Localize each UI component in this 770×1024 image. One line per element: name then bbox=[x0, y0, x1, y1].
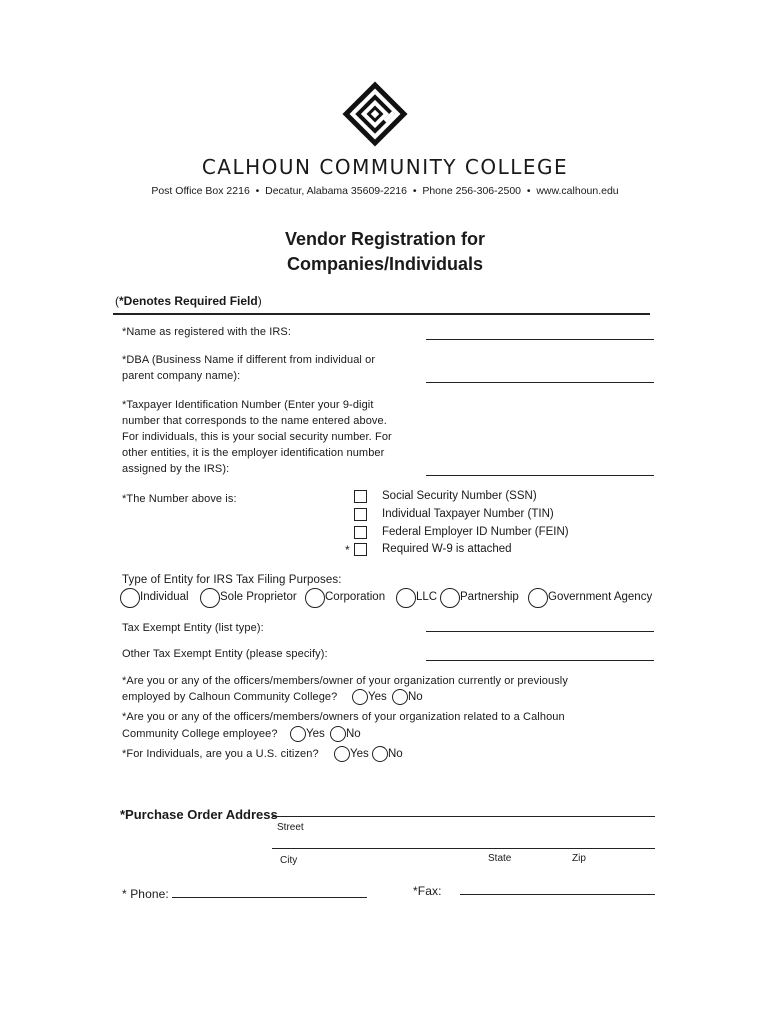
name-label: *Name as registered with the IRS: bbox=[122, 326, 291, 338]
college-logo bbox=[339, 78, 411, 150]
employment-yes-radio[interactable] bbox=[352, 689, 368, 705]
fein-checkbox[interactable] bbox=[354, 526, 367, 539]
individual-label: Individual bbox=[140, 591, 189, 603]
individual-radio[interactable] bbox=[120, 588, 140, 608]
citizen-no-label: No bbox=[388, 748, 403, 760]
other-tax-exempt-field[interactable] bbox=[426, 660, 654, 661]
city-label: City bbox=[280, 855, 298, 866]
sole-proprietor-radio[interactable] bbox=[200, 588, 220, 608]
tin-label-line4: other entities, it is the employer identification number bbox=[122, 447, 385, 459]
tin-label-line3: For individuals, this is your social security number. For bbox=[122, 431, 392, 443]
llc-radio[interactable] bbox=[396, 588, 416, 608]
section-divider bbox=[113, 313, 650, 315]
tin-label-line2: number that corresponds to the name entered above. bbox=[122, 415, 387, 427]
fax-label: *Fax: bbox=[413, 884, 442, 898]
tax-exempt-field[interactable] bbox=[426, 631, 654, 632]
citizen-question: *For Individuals, are you a U.S. citizen? bbox=[122, 748, 319, 760]
government-agency-label: Government Agency bbox=[548, 591, 653, 603]
partnership-radio[interactable] bbox=[440, 588, 460, 608]
sole-proprietor-label: Sole Proprietor bbox=[220, 591, 297, 603]
state-label: State bbox=[488, 853, 512, 864]
related-no-label: No bbox=[346, 728, 361, 740]
college-name: CALHOUN COMMUNITY COLLEGE bbox=[201, 155, 569, 179]
employment-yes-label: Yes bbox=[368, 691, 387, 703]
corporation-radio[interactable] bbox=[305, 588, 325, 608]
tax-exempt-label: Tax Exempt Entity (list type): bbox=[122, 622, 264, 634]
dba-label-line2: parent company name): bbox=[122, 370, 241, 382]
phone-field[interactable] bbox=[172, 897, 367, 898]
ssn-option-label: Social Security Number (SSN) bbox=[382, 490, 537, 502]
employment-no-label: No bbox=[408, 691, 423, 703]
dba-field[interactable] bbox=[426, 382, 654, 383]
partnership-label: Partnership bbox=[460, 591, 519, 603]
tin-label-line5: assigned by the IRS): bbox=[122, 463, 230, 475]
tin-option-label: Individual Taxpayer Number (TIN) bbox=[382, 508, 554, 520]
citizen-no-radio[interactable] bbox=[372, 746, 388, 762]
zip-label: Zip bbox=[572, 853, 586, 864]
fein-option-label: Federal Employer ID Number (FEIN) bbox=[382, 526, 569, 538]
related-question-line1: *Are you or any of the officers/members/owners of your organization related to a Calhoun bbox=[122, 711, 565, 723]
phone-label: * Phone: bbox=[122, 887, 169, 901]
related-yes-radio[interactable] bbox=[290, 726, 306, 742]
w9-checkbox[interactable] bbox=[354, 543, 367, 556]
form-title-line2: Companies/Individuals bbox=[286, 254, 484, 274]
government-agency-radio[interactable] bbox=[528, 588, 548, 608]
fax-field[interactable] bbox=[460, 894, 655, 895]
related-no-radio[interactable] bbox=[330, 726, 346, 742]
tin-field[interactable] bbox=[426, 475, 654, 476]
street-label: Street bbox=[277, 822, 304, 833]
related-yes-label: Yes bbox=[306, 728, 325, 740]
street-field[interactable] bbox=[272, 816, 655, 817]
tin-label-line1: *Taxpayer Identification Number (Enter your 9-digit bbox=[122, 399, 374, 411]
entity-type-label: Type of Entity for IRS Tax Filing Purposes: bbox=[122, 574, 342, 586]
city-state-zip-field[interactable] bbox=[272, 848, 655, 849]
citizen-yes-label: Yes bbox=[350, 748, 369, 760]
dba-label-line1: *DBA (Business Name if different from individual or bbox=[122, 354, 376, 366]
w9-required-star: * bbox=[345, 543, 350, 557]
employment-question-line1: *Are you or any of the officers/members/owner of your organization currently or previously bbox=[122, 675, 568, 687]
employment-question-line2: employed by Calhoun Community College? bbox=[122, 691, 338, 703]
po-address-label: *Purchase Order Address bbox=[120, 807, 278, 822]
w9-attached-label: Required W-9 is attached bbox=[382, 543, 512, 555]
tin-checkbox[interactable] bbox=[354, 508, 367, 521]
form-title-line1: Vendor Registration for bbox=[284, 229, 486, 249]
required-field-note: (*Denotes Required Field) bbox=[115, 294, 262, 308]
other-tax-exempt-label: Other Tax Exempt Entity (please specify): bbox=[122, 648, 328, 660]
ssn-checkbox[interactable] bbox=[354, 490, 367, 503]
name-field[interactable] bbox=[426, 339, 654, 340]
citizen-yes-radio[interactable] bbox=[334, 746, 350, 762]
llc-label: LLC bbox=[416, 591, 438, 603]
related-question-line2: Community College employee? bbox=[122, 728, 278, 740]
employment-no-radio[interactable] bbox=[392, 689, 408, 705]
corporation-label: Corporation bbox=[325, 591, 386, 603]
college-address: Post Office Box 2216 • Decatur, Alabama 35609-2216 • Phone 256-306-2500 • www.calhoun.edu bbox=[151, 185, 619, 197]
number-type-label: *The Number above is: bbox=[122, 493, 237, 505]
